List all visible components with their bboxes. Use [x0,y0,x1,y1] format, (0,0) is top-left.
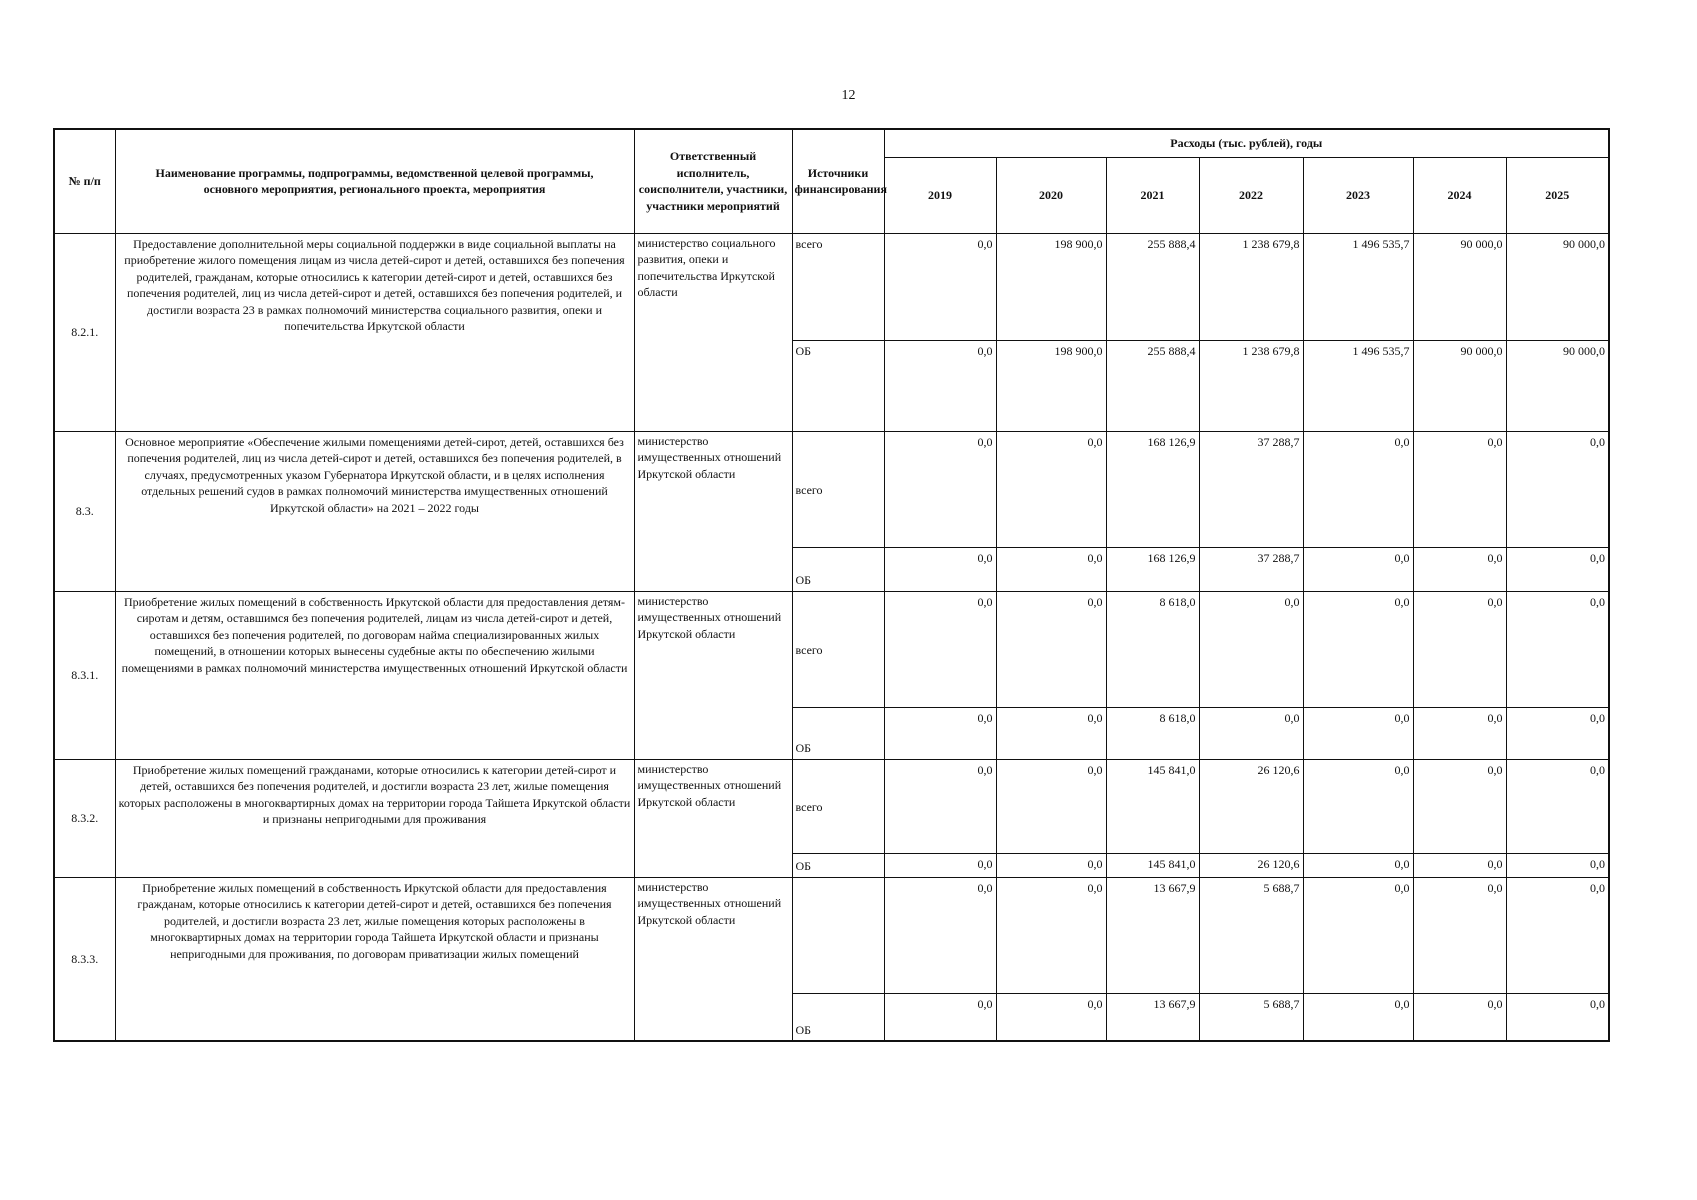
expense-value: 0,0 [1303,853,1413,877]
expense-value: 0,0 [996,591,1106,707]
row-number: 8.2.1. [54,233,115,431]
funding-source: ОБ [792,707,884,759]
expense-value: 0,0 [1506,547,1609,591]
expense-value: 168 126,9 [1106,547,1199,591]
funding-source: ОБ [792,993,884,1041]
expense-value: 0,0 [996,853,1106,877]
funding-source: всего [792,431,884,547]
header-year: 2022 [1199,157,1303,233]
expense-value: 0,0 [1506,853,1609,877]
row-executor: министерство социального развития, опеки и попечительства Иркутской области [634,233,792,431]
expense-value: 0,0 [1303,431,1413,547]
expense-value: 0,0 [884,591,996,707]
row-number: 8.3. [54,431,115,591]
header-num: № п/п [54,129,115,233]
expense-value: 0,0 [1199,591,1303,707]
expense-value: 5 688,7 [1199,993,1303,1041]
expense-value: 0,0 [1506,877,1609,993]
funding-source: ОБ [792,340,884,431]
expense-value: 0,0 [884,340,996,431]
row-executor: министерство имущественных отношений Иркутской области [634,877,792,1041]
expense-value: 0,0 [884,759,996,853]
row-executor: министерство имущественных отношений Иркутской области [634,759,792,877]
row-executor: министерство имущественных отношений Иркутской области [634,591,792,759]
expense-value: 90 000,0 [1506,340,1609,431]
expense-value: 0,0 [1506,993,1609,1041]
page-number: 12 [841,88,856,103]
expense-value: 13 667,9 [1106,993,1199,1041]
table-row [54,759,1609,853]
header-expenses: Расходы (тыс. рублей), годы [884,129,1609,157]
expense-value: 0,0 [1413,547,1506,591]
header-year: 2023 [1303,157,1413,233]
expense-value: 0,0 [1506,431,1609,547]
expense-value: 0,0 [1303,877,1413,993]
header-year: 2024 [1413,157,1506,233]
expense-value: 0,0 [996,759,1106,853]
expense-value: 0,0 [1303,707,1413,759]
expense-value: 1 238 679,8 [1199,340,1303,431]
expense-value: 0,0 [884,547,996,591]
expense-value: 0,0 [1303,547,1413,591]
expense-value: 168 126,9 [1106,431,1199,547]
expense-value: 0,0 [884,233,996,340]
expense-value: 0,0 [1303,993,1413,1041]
expense-value: 0,0 [1199,707,1303,759]
funding-source [792,877,884,993]
header-year: 2021 [1106,157,1199,233]
expense-value: 198 900,0 [996,233,1106,340]
expense-value: 0,0 [884,993,996,1041]
row-number: 8.3.3. [54,877,115,1041]
header-name: Наименование программы, подпрограммы, ведомственной целевой программы, основного мероприятия, регионального проекта, мероприятия [115,129,634,233]
expense-value: 0,0 [884,431,996,547]
header-year: 2020 [996,157,1106,233]
expense-value: 0,0 [996,547,1106,591]
row-executor: министерство имущественных отношений Иркутской области [634,431,792,591]
funding-source: ОБ [792,547,884,591]
expense-value: 0,0 [1506,707,1609,759]
expense-value: 26 120,6 [1199,759,1303,853]
expense-value: 37 288,7 [1199,431,1303,547]
expense-value: 0,0 [996,993,1106,1041]
expense-value: 0,0 [1413,853,1506,877]
expense-value: 0,0 [1413,431,1506,547]
expense-value: 0,0 [1303,591,1413,707]
row-name: Основное мероприятие «Обеспечение жилыми помещениями детей-сирот, детей, оставшихся без попечения родителей, лиц из числа детей-сирот и детей, оставшихся без попечения родителей, в случаях, предусмотренных указом Губернатора Иркутской области, и в целях исполнения отдельных решений судов в рамках полномочий министерства имущественных отношений Иркутской области» на 2021 – 2022 годы [115,431,634,591]
table-row [54,591,1609,707]
expense-value: 8 618,0 [1106,707,1199,759]
expense-value: 90 000,0 [1413,340,1506,431]
header-year: 2019 [884,157,996,233]
header-executor: Ответственный исполнитель, соисполнители, участники, участники мероприятий [634,129,792,233]
budget-table [53,128,1610,1042]
expense-value: 0,0 [1413,877,1506,993]
expense-value: 5 688,7 [1199,877,1303,993]
expense-value: 0,0 [996,707,1106,759]
row-number: 8.3.1. [54,591,115,759]
funding-source: ОБ [792,853,884,877]
table-row [54,431,1609,547]
header-year: 2025 [1506,157,1609,233]
expense-value: 90 000,0 [1506,233,1609,340]
funding-source: всего [792,591,884,707]
row-number: 8.3.2. [54,759,115,877]
row-name: Приобретение жилых помещений гражданами, которые относились к категории детей-сирот и детей, оставшихся без попечения родителей, и достигли возраста 23 лет, жилые помещения которых расположены в многоквартирных домах на территории города Тайшета Иркутской области и признаны непригодными для проживания [115,759,634,877]
expense-value: 26 120,6 [1199,853,1303,877]
expense-value: 37 288,7 [1199,547,1303,591]
expense-value: 8 618,0 [1106,591,1199,707]
expense-value: 0,0 [1303,759,1413,853]
expense-value: 0,0 [884,877,996,993]
expense-value: 0,0 [884,707,996,759]
expense-value: 1 496 535,7 [1303,233,1413,340]
expense-value: 0,0 [996,431,1106,547]
expense-value: 255 888,4 [1106,233,1199,340]
expense-value: 0,0 [1413,759,1506,853]
expense-value: 0,0 [1413,707,1506,759]
expense-value: 0,0 [1506,591,1609,707]
expense-value: 198 900,0 [996,340,1106,431]
header-source: Источники финансирования [792,129,884,233]
expense-value: 1 238 679,8 [1199,233,1303,340]
expense-value: 90 000,0 [1413,233,1506,340]
table-row [54,233,1609,340]
expense-value: 145 841,0 [1106,759,1199,853]
expense-value: 255 888,4 [1106,340,1199,431]
funding-source: всего [792,759,884,853]
expense-value: 0,0 [1506,759,1609,853]
funding-source: всего [792,233,884,340]
expense-value: 13 667,9 [1106,877,1199,993]
expense-value: 0,0 [996,877,1106,993]
row-name: Приобретение жилых помещений в собственность Иркутской области для предоставления детям-сиротам и детям, оставшимся без попечения родителей, лицам из числа детей-сирот и детей, оставшихся без попечения родителей, по договорам найма специализированных жилых помещений, в отношении которых вынесены судебные акты по обеспечению жилыми помещениями в рамках полномочий министерства имущественных отношений Иркутской области [115,591,634,759]
expense-value: 1 496 535,7 [1303,340,1413,431]
expense-value: 0,0 [1413,993,1506,1041]
expense-value: 0,0 [884,853,996,877]
row-name: Предоставление дополнительной меры социальной поддержки в виде социальной выплаты на приобретение жилого помещения лицам из числа детей-сирот и детей, оставшихся без попечения родителей, гражданам, которые относились к категории детей-сирот и детей, оставшихся без попечения родителей, лиц из числа детей-сирот и детей, оставшихся без попечения родителей, и достигли возраста 23 в рамках полномочий министерства социального развития, опеки и попечительства Иркутской области [115,233,634,431]
expense-value: 145 841,0 [1106,853,1199,877]
expense-value: 0,0 [1413,591,1506,707]
row-name: Приобретение жилых помещений в собственность Иркутской области для предоставления гражданам, которые относились к категории детей-сирот и детей, оставшихся без попечения родителей, и достигли возраста 23 лет, жилые помещения которых расположены в многоквартирных домах на территории города Тайшета Иркутской области и признаны непригодными для проживания, по договорам приватизации жилых помещений [115,877,634,1041]
table-row [54,877,1609,993]
